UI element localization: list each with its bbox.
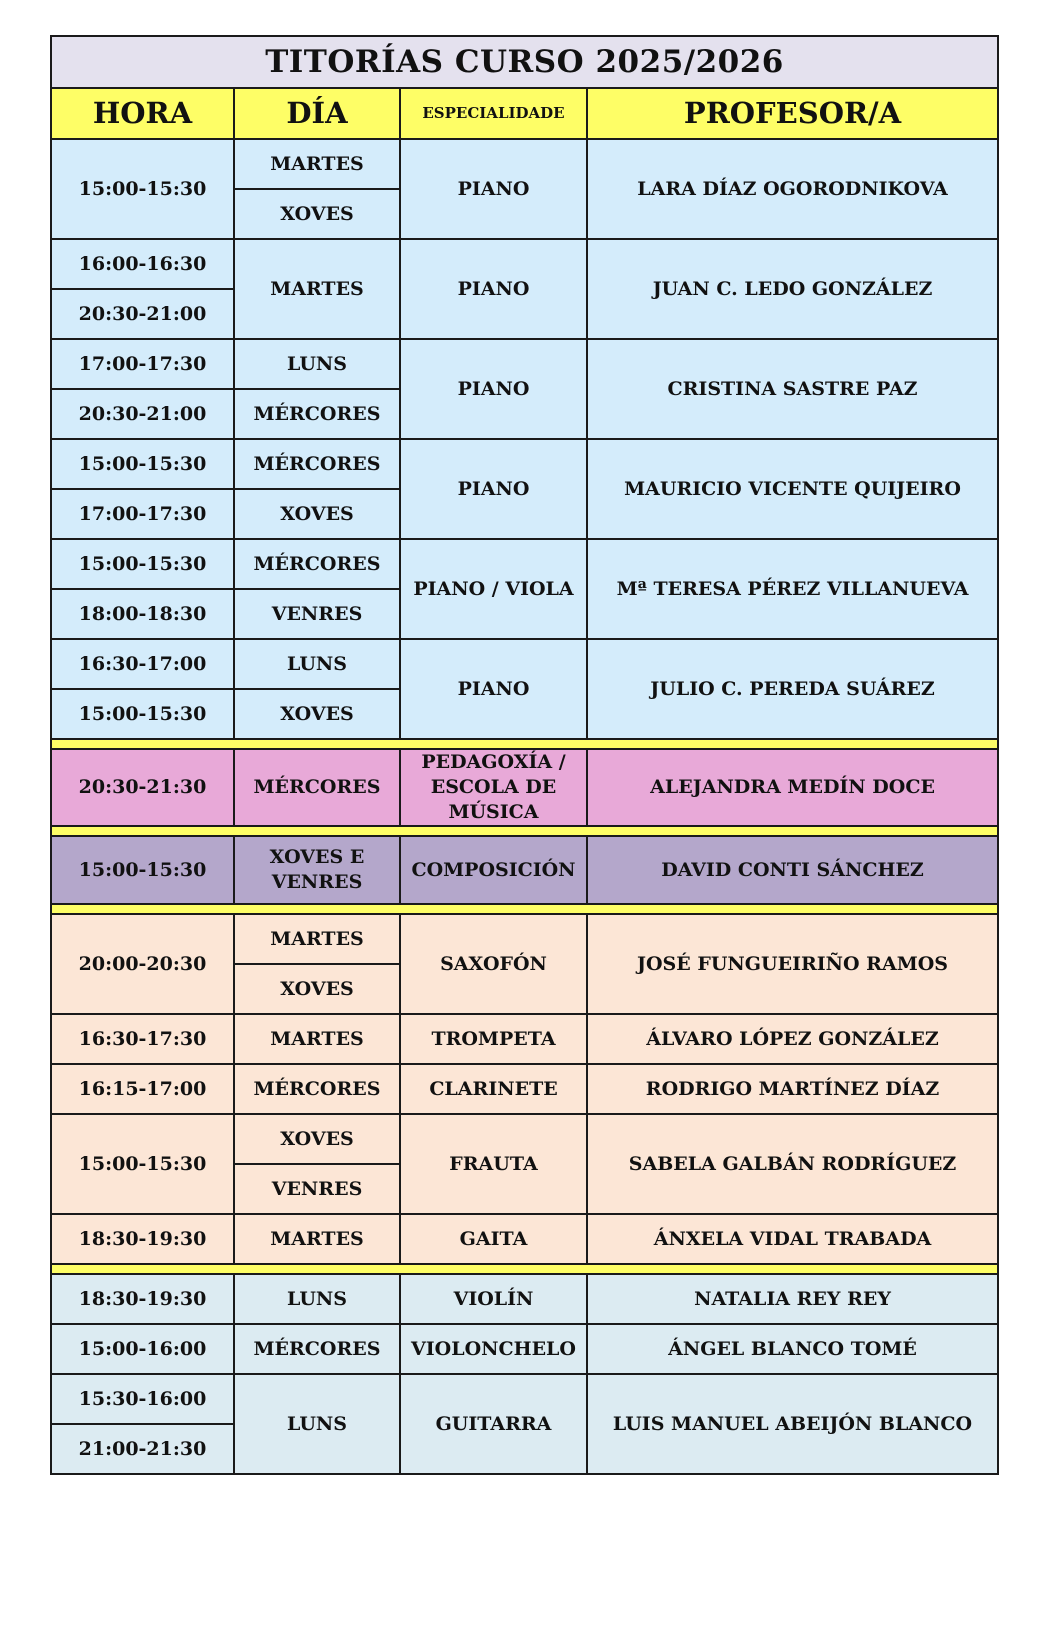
especialidade-cell: COMPOSICIÓN [400, 836, 587, 904]
hora-cell: 20:30-21:30 [51, 749, 234, 826]
especialidade-cell: TROMPETA [400, 1014, 587, 1064]
profesor-cell: NATALIA REY REY [587, 1274, 998, 1324]
dia-cell: XOVES E VENRES [234, 836, 400, 904]
profesor-cell: ÁNGEL BLANCO TOMÉ [587, 1324, 998, 1374]
dia-cell: MÉRCORES [234, 749, 400, 826]
hora-cell: 21:00-21:30 [51, 1424, 234, 1474]
profesor-cell: ALEJANDRA MEDÍN DOCE [587, 749, 998, 826]
profesor-cell: JUAN C. LEDO GONZÁLEZ [587, 239, 998, 339]
especialidade-cell: PIANO [400, 239, 587, 339]
section-divider [51, 739, 998, 749]
hora-cell: 15:00-15:30 [51, 139, 234, 239]
especialidade-cell: PIANO [400, 339, 587, 439]
especialidade-cell: FRAUTA [400, 1114, 587, 1214]
dia-cell: VENRES [234, 1164, 400, 1214]
hora-cell: 18:00-18:30 [51, 589, 234, 639]
hora-cell: 16:15-17:00 [51, 1064, 234, 1114]
especialidade-cell: PIANO [400, 439, 587, 539]
hora-cell: 15:00-16:00 [51, 1324, 234, 1374]
page-title: TITORÍAS CURSO 2025/2026 [51, 36, 998, 88]
dia-cell: MÉRCORES [234, 1324, 400, 1374]
hora-cell: 18:30-19:30 [51, 1214, 234, 1264]
hora-cell: 15:00-15:30 [51, 836, 234, 904]
dia-cell: MARTES [234, 1014, 400, 1064]
profesor-cell: SABELA GALBÁN RODRÍGUEZ [587, 1114, 998, 1214]
tutoring-schedule [50, 35, 997, 1475]
profesor-cell: ÁLVARO LÓPEZ GONZÁLEZ [587, 1014, 998, 1064]
profesor-cell: CRISTINA SASTRE PAZ [587, 339, 998, 439]
dia-cell: LUNS [234, 639, 400, 689]
column-header-especialidade: ESPECIALIDADE [400, 88, 587, 139]
dia-cell: MARTES [234, 914, 400, 964]
hora-cell: 15:00-15:30 [51, 689, 234, 739]
dia-cell: MÉRCORES [234, 439, 400, 489]
dia-cell: MARTES [234, 239, 400, 339]
section-divider [51, 904, 998, 914]
hora-cell: 15:00-15:30 [51, 1114, 234, 1214]
hora-cell: 16:30-17:00 [51, 639, 234, 689]
hora-cell: 15:00-15:30 [51, 539, 234, 589]
dia-cell: XOVES [234, 1114, 400, 1164]
especialidade-cell: GAITA [400, 1214, 587, 1264]
hora-cell: 15:30-16:00 [51, 1374, 234, 1424]
especialidade-cell: VIOLONCHELO [400, 1324, 587, 1374]
dia-cell: XOVES [234, 189, 400, 239]
schedule-table [50, 35, 999, 1475]
especialidade-cell: PIANO [400, 639, 587, 739]
dia-cell: XOVES [234, 964, 400, 1014]
dia-cell: VENRES [234, 589, 400, 639]
profesor-cell: JULIO C. PEREDA SUÁREZ [587, 639, 998, 739]
dia-cell: LUNS [234, 1274, 400, 1324]
profesor-cell: JOSÉ FUNGUEIRIÑO RAMOS [587, 914, 998, 1014]
dia-cell: MÉRCORES [234, 1064, 400, 1114]
column-header-dia: DÍA [234, 88, 400, 139]
dia-cell: XOVES [234, 689, 400, 739]
hora-cell: 16:00-16:30 [51, 239, 234, 289]
hora-cell: 17:00-17:30 [51, 489, 234, 539]
hora-cell: 17:00-17:30 [51, 339, 234, 389]
dia-cell: XOVES [234, 489, 400, 539]
hora-cell: 20:30-21:00 [51, 389, 234, 439]
column-header-profesor: PROFESOR/A [587, 88, 998, 139]
profesor-cell: ÁNXELA VIDAL TRABADA [587, 1214, 998, 1264]
hora-cell: 16:30-17:30 [51, 1014, 234, 1064]
profesor-cell: DAVID CONTI SÁNCHEZ [587, 836, 998, 904]
hora-cell: 20:30-21:00 [51, 289, 234, 339]
especialidade-cell: SAXOFÓN [400, 914, 587, 1014]
especialidade-cell: PEDAGOXÍA / ESCOLA DE MÚSICA [400, 749, 587, 826]
profesor-cell: LARA DÍAZ OGORODNIKOVA [587, 139, 998, 239]
especialidade-cell: PIANO / VIOLA [400, 539, 587, 639]
profesor-cell: MAURICIO VICENTE QUIJEIRO [587, 439, 998, 539]
dia-cell: MÉRCORES [234, 389, 400, 439]
especialidade-cell: GUITARRA [400, 1374, 587, 1474]
section-divider [51, 826, 998, 836]
dia-cell: MARTES [234, 1214, 400, 1264]
profesor-cell: LUIS MANUEL ABEIJÓN BLANCO [587, 1374, 998, 1474]
dia-cell: MÉRCORES [234, 539, 400, 589]
hora-cell: 20:00-20:30 [51, 914, 234, 1014]
dia-cell: LUNS [234, 339, 400, 389]
hora-cell: 18:30-19:30 [51, 1274, 234, 1324]
especialidade-cell: VIOLÍN [400, 1274, 587, 1324]
profesor-cell: RODRIGO MARTÍNEZ DÍAZ [587, 1064, 998, 1114]
hora-cell: 15:00-15:30 [51, 439, 234, 489]
dia-cell: MARTES [234, 139, 400, 189]
especialidade-cell: PIANO [400, 139, 587, 239]
especialidade-cell: CLARINETE [400, 1064, 587, 1114]
profesor-cell: Mª TERESA PÉREZ VILLANUEVA [587, 539, 998, 639]
column-header-hora: HORA [51, 88, 234, 139]
dia-cell: LUNS [234, 1374, 400, 1474]
section-divider [51, 1264, 998, 1274]
